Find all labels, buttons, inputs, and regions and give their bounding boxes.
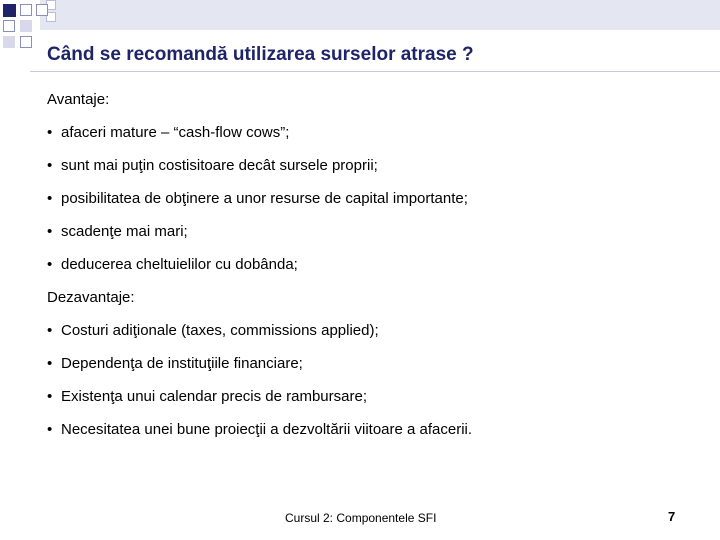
- bullet: •: [47, 124, 53, 141]
- top-band: [40, 0, 720, 30]
- list-item: [47, 422, 687, 455]
- disadvantages-heading: Dezavantaje:: [47, 289, 135, 306]
- list-item-text: Costuri adiţionale (taxes, commissions applied);: [61, 322, 379, 339]
- bullet: •: [47, 256, 53, 273]
- deco-square: [20, 36, 32, 48]
- list-item: [47, 323, 687, 356]
- list-item: [47, 224, 687, 257]
- page-number: 7: [668, 509, 676, 524]
- bullet: •: [47, 157, 53, 174]
- deco-square: [3, 20, 15, 32]
- list-item-text: sunt mai puţin costisitoare decât sursele proprii;: [61, 157, 378, 174]
- list-item: [47, 191, 687, 224]
- slide-title: Când se recomandă utilizarea surselor atrase ?: [47, 44, 474, 65]
- title-rule: [30, 71, 720, 72]
- bullet: •: [47, 355, 53, 372]
- deco-square: [3, 36, 15, 48]
- bullet: •: [47, 223, 53, 240]
- list-item-text: Existenţa unui calendar precis de rambursare;: [61, 388, 367, 405]
- bullet: •: [47, 388, 53, 405]
- list-item-text: posibilitatea de obţinere a unor resurse de capital importante;: [61, 190, 468, 207]
- footer-course: Cursul 2: Componentele SFI: [285, 511, 437, 525]
- list-item-text: afaceri mature – “cash-flow cows”;: [61, 124, 290, 141]
- list-item: [47, 125, 687, 158]
- slide-content: [47, 92, 687, 455]
- list-item: [47, 257, 687, 290]
- deco-square: [3, 4, 16, 17]
- list-item: [47, 389, 687, 422]
- advantages-heading: Avantaje:: [47, 91, 110, 108]
- list-item-text: deducerea cheltuielilor cu dobânda;: [61, 256, 298, 273]
- bullet: •: [47, 421, 53, 438]
- list-item-text: Dependenţa de instituţiile financiare;: [61, 355, 303, 372]
- deco-square: [36, 4, 48, 16]
- list-item-text: scadenţe mai mari;: [61, 223, 188, 240]
- list-item-text: Necesitatea unei bune proiecţii a dezvoltării viitoare a afacerii.: [61, 421, 473, 438]
- list-item: [47, 356, 687, 389]
- bullet: •: [47, 322, 53, 339]
- deco-square: [20, 4, 32, 16]
- list-item: [47, 158, 687, 191]
- deco-square: [20, 20, 32, 32]
- bullet: •: [47, 190, 53, 207]
